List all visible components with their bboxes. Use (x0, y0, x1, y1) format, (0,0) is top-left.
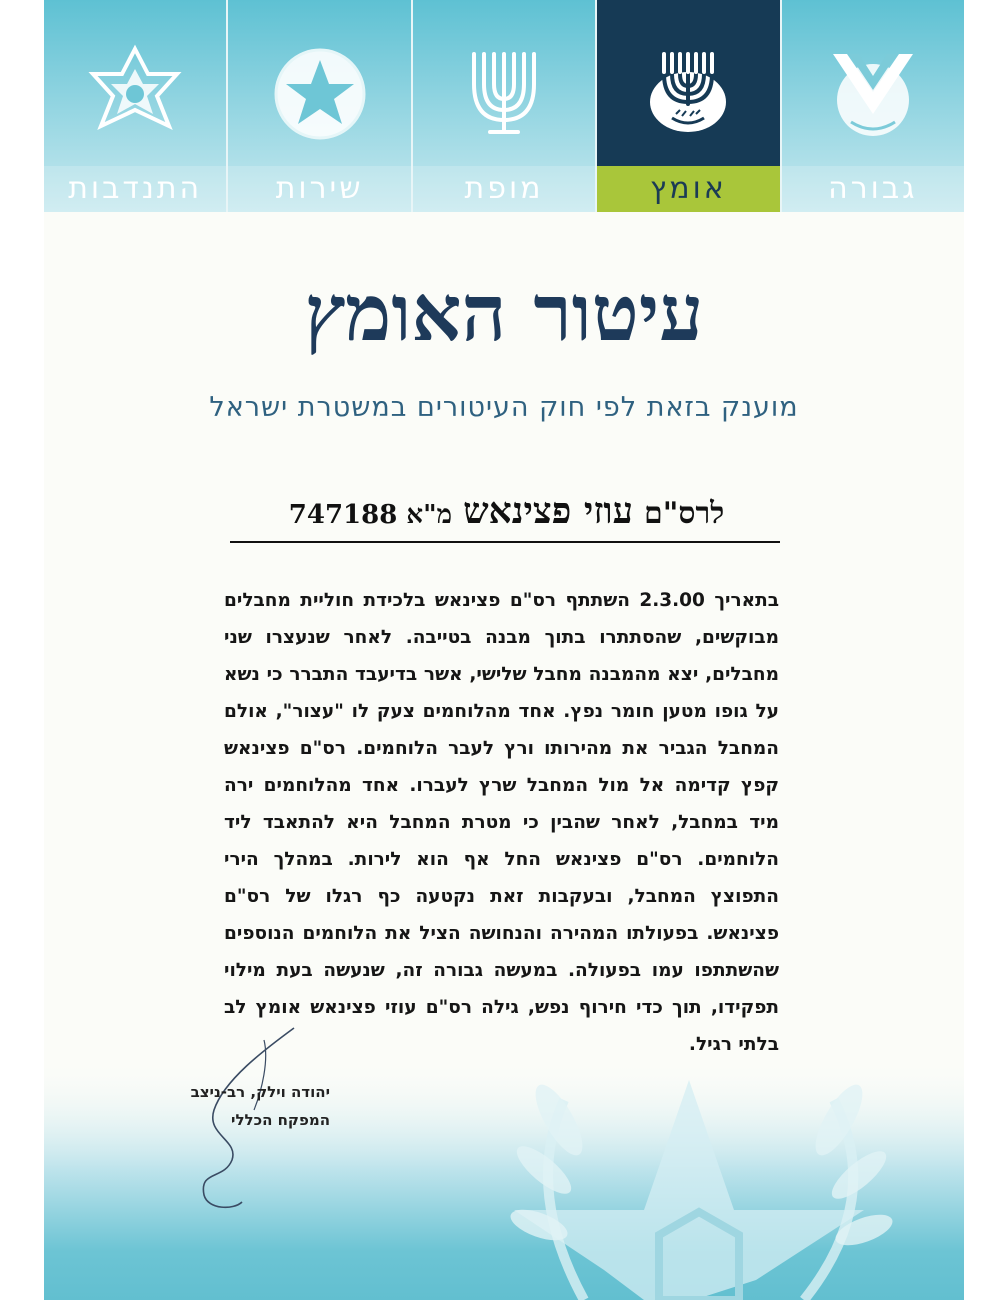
certificate-sheet (44, 0, 964, 1300)
award-subtitle: מוענק בזאת לפי חוק העיטורים במשטרת ישראל (209, 392, 799, 423)
recipient-id-number: 747188 (288, 500, 398, 530)
panel-service (226, 0, 410, 212)
star-of-david-badge-icon (85, 44, 185, 144)
recipient-rank: לרס"ם (644, 496, 725, 531)
panel-courage (595, 0, 779, 212)
recipient-id-prefix: מ"א (406, 500, 453, 530)
panel-label: גבורה (782, 166, 964, 212)
signatory-name: יהודה וילק, רב-ניצב (190, 1083, 330, 1101)
decorations-header (44, 0, 964, 212)
menorah-icon (454, 44, 554, 144)
round-star-seal-icon (270, 44, 370, 144)
menorah-laurel-icon (638, 44, 738, 144)
chevron-laurel-icon (823, 44, 923, 144)
panel-heroism (780, 0, 964, 212)
panel-volunteering (44, 0, 226, 212)
signatory-title: המפקח הכללי (231, 1111, 330, 1129)
panel-label: שירות (228, 166, 410, 212)
signature-block (130, 1078, 330, 1134)
panel-exemplary (411, 0, 595, 212)
panel-label: אומץ (597, 166, 779, 212)
recipient-name: עוזי פצינאש (463, 490, 633, 532)
recipient-underline (230, 541, 780, 543)
recipient-line (234, 490, 779, 532)
panel-label: התנדבות (44, 166, 226, 212)
citation-text: בתאריך 2.3.00 השתתף רס"ם פצינאש בלכידת חוליית מחבלים מבוקשים, שהסתתרו בתוך מבנה בטייבה. לאחר שנעצרו שני מחבלים, יצא מהמבנה מחבל שלישי, אשר בדיעבד התברר כי נשא על גופו מטען חומר נפץ. אחד מהלוחמים צעק לו "עצור", אולם המחבל הגביר את מהירותו ורץ לעבר הלוחמים. רס"ם פצינאש קפץ קדימה אל מול המחבל שרץ לעברו. אחד מהלוחמים ירה מיד במחבל, לאחר שהבין כי מטרת המחבל היא להתאבד ליד הלוחמים. רס"ם פצינאש החל אף הוא לירות. במהלך הירי התפוצץ המחבל, ובעקבות זאת נקטעה כף רגלו של רס"ם פצינאש. בפעולתו המהירה והנחושה הציל את הלוחמים הנוספים שהשתתפו עמו בפעולה. במעשה גבורה זה, שנעשה בעת מילוי תפקידו, תוך כדי חירוף נפש, גילה רס"ם עוזי פצינאש אומץ לב בלתי רגיל. (224, 590, 779, 1055)
panel-label: מופת (413, 166, 595, 212)
award-title: עיטור האומץ (304, 268, 704, 359)
